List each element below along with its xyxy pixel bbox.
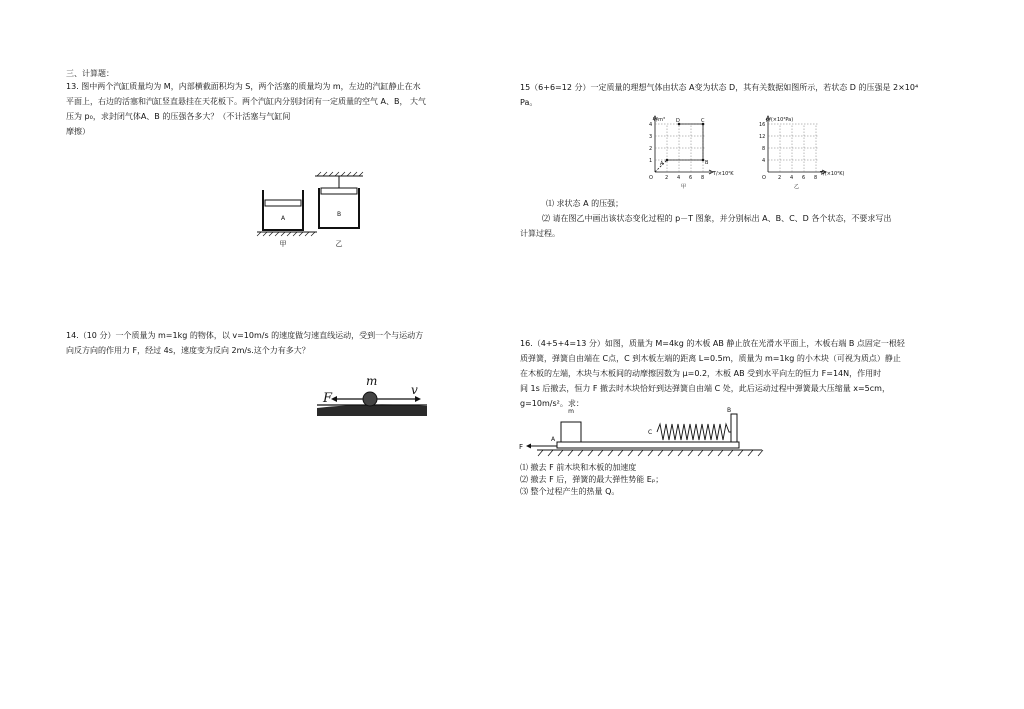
force-label: F bbox=[323, 391, 333, 406]
p-axis-label: p/(×10⁴Pa) bbox=[766, 117, 794, 123]
section-title: 三、计算题： bbox=[66, 69, 114, 78]
velocity-label: v bbox=[411, 383, 418, 397]
q16-line: 在木板的左端，木块与木板间的动摩擦因数为 μ=0.2，木板 AB 受到水平向左的恒力 F=14N，作用时 bbox=[520, 369, 882, 378]
q15-line: Pa。 bbox=[520, 98, 538, 107]
block bbox=[561, 422, 581, 442]
t-axis-label: T/×10²K bbox=[713, 171, 734, 177]
q15-sub2-line: ⑵ 请在图乙中画出该状态变化过程的 p－T 图象，并分别标出 A、B、C、D 各个状态，不要求写出 bbox=[542, 214, 892, 223]
caption-right: 乙 bbox=[335, 240, 343, 248]
block-label: m bbox=[568, 408, 574, 415]
q14-ball-figure bbox=[315, 372, 430, 418]
pt-graph bbox=[758, 114, 863, 192]
q13-cylinders-figure bbox=[255, 170, 375, 250]
q14-line: 向反方向的作用力 F，经过 4s，速度变为反向 2m/s.这个力有多大？ bbox=[66, 346, 310, 355]
y-tick: 3 bbox=[649, 134, 653, 140]
q16-sub: ⑵ 撤去 F 后，弹簧的最大弹性势能 Eₚ； bbox=[520, 475, 664, 484]
question-16-subparts bbox=[520, 462, 970, 498]
y-tick: 16 bbox=[759, 122, 766, 128]
point-a-label: A bbox=[660, 161, 664, 167]
q13-line: 摩擦） bbox=[66, 127, 90, 136]
x-tick: 2 bbox=[778, 175, 782, 181]
x-tick: O bbox=[762, 175, 766, 181]
ball bbox=[363, 392, 377, 406]
question-15-subparts bbox=[520, 196, 970, 241]
q13-line: 13. 图中两个汽缸质量均为 M，内部横截面积均为 S，两个活塞的质量均为 m，左边的汽缸静止在水 bbox=[66, 82, 421, 91]
force-label: F bbox=[519, 443, 524, 451]
question-13-text bbox=[66, 79, 486, 139]
point-d-label: D bbox=[676, 118, 680, 124]
x-tick: 2 bbox=[665, 175, 669, 181]
y-tick: 4 bbox=[762, 158, 766, 164]
x-tick: 8 bbox=[701, 175, 705, 181]
y-tick: 4 bbox=[649, 122, 653, 128]
board-right-label: B bbox=[727, 407, 732, 414]
q16-line: 间 1s 后撤去，恒力 F 撤去时木块恰好到达弹簧自由端 C 处，此后运动过程中弹簧最大压缩量 x=5cm， bbox=[520, 384, 890, 393]
gas-b-label: B bbox=[336, 211, 342, 218]
x-tick: 6 bbox=[802, 175, 806, 181]
x-tick: 4 bbox=[790, 175, 794, 181]
q16-board-spring-figure bbox=[517, 406, 767, 458]
x-tick: O bbox=[649, 175, 653, 181]
y-tick: 1 bbox=[649, 158, 653, 164]
q16-sub: ⑶ 整个过程产生的热量 Q。 bbox=[520, 487, 620, 496]
point-b-label: B bbox=[705, 160, 709, 166]
v-axis-label: V/m³ bbox=[653, 117, 665, 123]
q14-line: 14.（10 分）一个质量为 m=1kg 的物体，以 v=10m/s 的速度做匀速直线运动，受到一个与运动方 bbox=[66, 331, 424, 340]
x-tick: 4 bbox=[677, 175, 681, 181]
q13-line: 压为 p₀，求封闭气体A、B 的压强各多大？（不计活塞与气缸间 bbox=[66, 112, 291, 121]
end-post bbox=[731, 414, 737, 442]
spring bbox=[657, 424, 731, 440]
y-tick: 12 bbox=[759, 134, 766, 140]
question-14-text bbox=[66, 328, 486, 358]
y-tick: 8 bbox=[762, 146, 766, 152]
y-tick: 2 bbox=[649, 146, 653, 152]
caption-left: 甲 bbox=[279, 240, 287, 248]
x-tick: 8 bbox=[814, 175, 818, 181]
board bbox=[557, 442, 739, 448]
t-axis-label: T/(×10²K) bbox=[820, 171, 845, 177]
x-tick: 6 bbox=[689, 175, 693, 181]
point-c-label: C bbox=[701, 118, 705, 124]
graph-caption: 甲 bbox=[681, 184, 687, 190]
question-15-text bbox=[520, 80, 970, 110]
q16-line: 质弹簧，弹簧自由端在 C点，C 到木板左端的距离 L=0.5m，质量为 m=1kg 的小木块（可视为质点）静止 bbox=[520, 354, 901, 363]
spring-end-label: C bbox=[648, 429, 653, 436]
q13-line: 平面上，右边的活塞和汽缸竖直悬挂在天花板下。两个汽缸内分别封闭有一定质量的空气 A、B， 大气 bbox=[66, 97, 427, 106]
graph-caption: 乙 bbox=[794, 184, 800, 190]
vt-graph bbox=[645, 114, 750, 192]
board-left-label: A bbox=[551, 436, 556, 443]
q15-line: 15（6+6=12 分）一定质量的理想气体由状态 A变为状态 D，其有关数据如图所示，若状态 D 的压强是 2×10⁴ bbox=[520, 83, 919, 92]
mass-label: m bbox=[366, 374, 378, 388]
q15-sub2-line: 计算过程。 bbox=[520, 229, 560, 238]
question-16-text bbox=[520, 336, 970, 411]
q16-line: g=10m/s²。求： bbox=[520, 399, 584, 408]
q16-line: 16.（4+5+4=13 分）如图，质量为 M=4kg 的木板 AB 静止放在光滑水平面上，木板右端 B 点固定一根轻 bbox=[520, 339, 905, 348]
q15-sub1: ⑴ 求状态 A 的压强； bbox=[546, 199, 624, 208]
q16-sub: ⑴ 撤去 F 前木块和木板的加速度 bbox=[520, 463, 637, 472]
gas-a-label: A bbox=[280, 215, 286, 222]
